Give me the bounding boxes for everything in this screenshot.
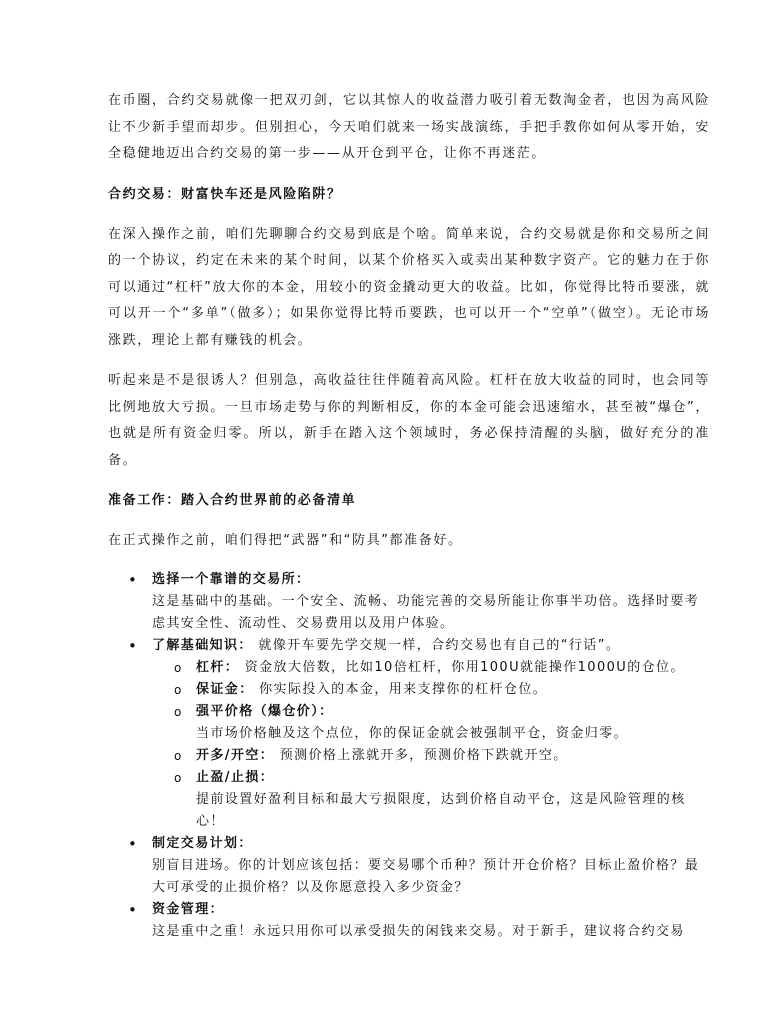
- sub-item-leverage: [152, 657, 710, 679]
- sub-item-title: 杠杆：: [196, 659, 240, 675]
- sub-item-text: 当市场价格触及这个点位，你的保证金就会被强制平仓，资金归零。: [196, 725, 629, 741]
- intro-paragraph: 在币圈，合约交易就像一把双刃剑，它以其惊人的收益潜力吸引着无数淘金者，也因为高风险让不少新手望而却步。但别担心，今天咱们就来一场实战演练，手把手教你如何从零开始，安全稳健地迈出合约交易的第一步——从开仓到平仓，让你不再迷茫。: [108, 93, 710, 161]
- sub-item-liquidation: [152, 701, 710, 745]
- sub-item-title: 开多/开空：: [196, 747, 275, 763]
- list-item-text: 这是重中之重！永远只用你可以承受损失的闲钱来交易。对于新手，建议将合约交易: [152, 923, 685, 939]
- list-item-title: 了解基础知识：: [152, 637, 253, 653]
- list-item-exchange: [108, 569, 710, 635]
- sub-item-long-short: [152, 745, 710, 767]
- sub-item-title: o 强平价格（爆仓价）：: [196, 703, 334, 719]
- list-item-title: 制定交易计划：: [152, 835, 253, 851]
- list-item-plan: [108, 833, 710, 899]
- sub-item-margin: [152, 679, 710, 701]
- section-heading-preparation: 准备工作：踏入合约世界前的必备清单: [108, 493, 357, 508]
- list-item-text: 别盲目进场。你的计划应该包括：要交易哪个币种？预计开仓价格？目标止盈价格？最大可承受的止损价格？以及你愿意投入多少资金？: [152, 857, 700, 895]
- paragraph-leverage-risk: 听起来是不是很诱人？但别急，高收益往往伴随着高风险。杠杆在放大收益的同时，也会同等比例地放大亏损。一旦市场走势与你的判断相反，你的本金可能会迅速缩水，甚至被“爆仓”，也就是所有资金归零。所以，新手在踏入这个领域时，务必保持清醒的头脑，做好充分的准备。: [108, 373, 710, 468]
- sub-item-tp-sl: [152, 767, 710, 833]
- list-item-basics: [108, 635, 710, 833]
- checklist: [108, 569, 710, 943]
- sub-list: [152, 657, 710, 833]
- paragraph-what-is-contract: 在深入操作之前，咱们先聊聊合约交易到底是个啥。简单来说，合约交易就是你和交易所之间的一个协议，约定在未来的某个时间，以某个价格买入或卖出某种数字资产。它的魅力在于你可以通过“杠杆”放大你的本金，用较小的资金撬动更大的收益。比如，你觉得比特币要涨，就可以开一个“多单”（做多）；如果你觉得比特币要跌，也可以开一个“空单”（做空）。无论市场涨跌，理论上都有赚钱的机会。: [108, 226, 710, 348]
- sub-item-text: 资金放大倍数，比如10倍杠杆，你用100U就能操作1000U的仓位。: [244, 659, 685, 675]
- sub-item-text: 你实际投入的本金，用来支撑你的杠杆仓位。: [259, 681, 548, 697]
- list-item-money-management: [108, 899, 710, 943]
- sub-item-text: 提前设置好盈利目标和最大亏损限度，达到价格自动平仓，这是风险管理的核心！: [196, 791, 686, 829]
- sub-item-text: 预测价格上涨就开多，预测价格下跌就开空。: [279, 747, 568, 763]
- list-item-title: 资金管理：: [152, 901, 225, 917]
- paragraph-preparation-intro: 在正式操作之前，咱们得把“武器”和“防具”都准备好。: [108, 533, 463, 548]
- sub-item-title: 保证金：: [196, 681, 254, 697]
- section-heading-risk: 合约交易：财富快车还是风险陷阱？: [108, 186, 342, 202]
- sub-item-title: o 止盈/止损：: [196, 769, 275, 785]
- list-item-text: 这是基础中的基础。一个安全、流畅、功能完善的交易所能让你事半功倍。选择时要考虑其安全性、流动性、交易费用以及用户体验。: [152, 593, 700, 631]
- list-item-title: 选择一个靠谱的交易所：: [152, 571, 311, 587]
- list-item-text: 就像开车要先学交规一样，合约交易也有自己的“行话”。: [258, 637, 621, 653]
